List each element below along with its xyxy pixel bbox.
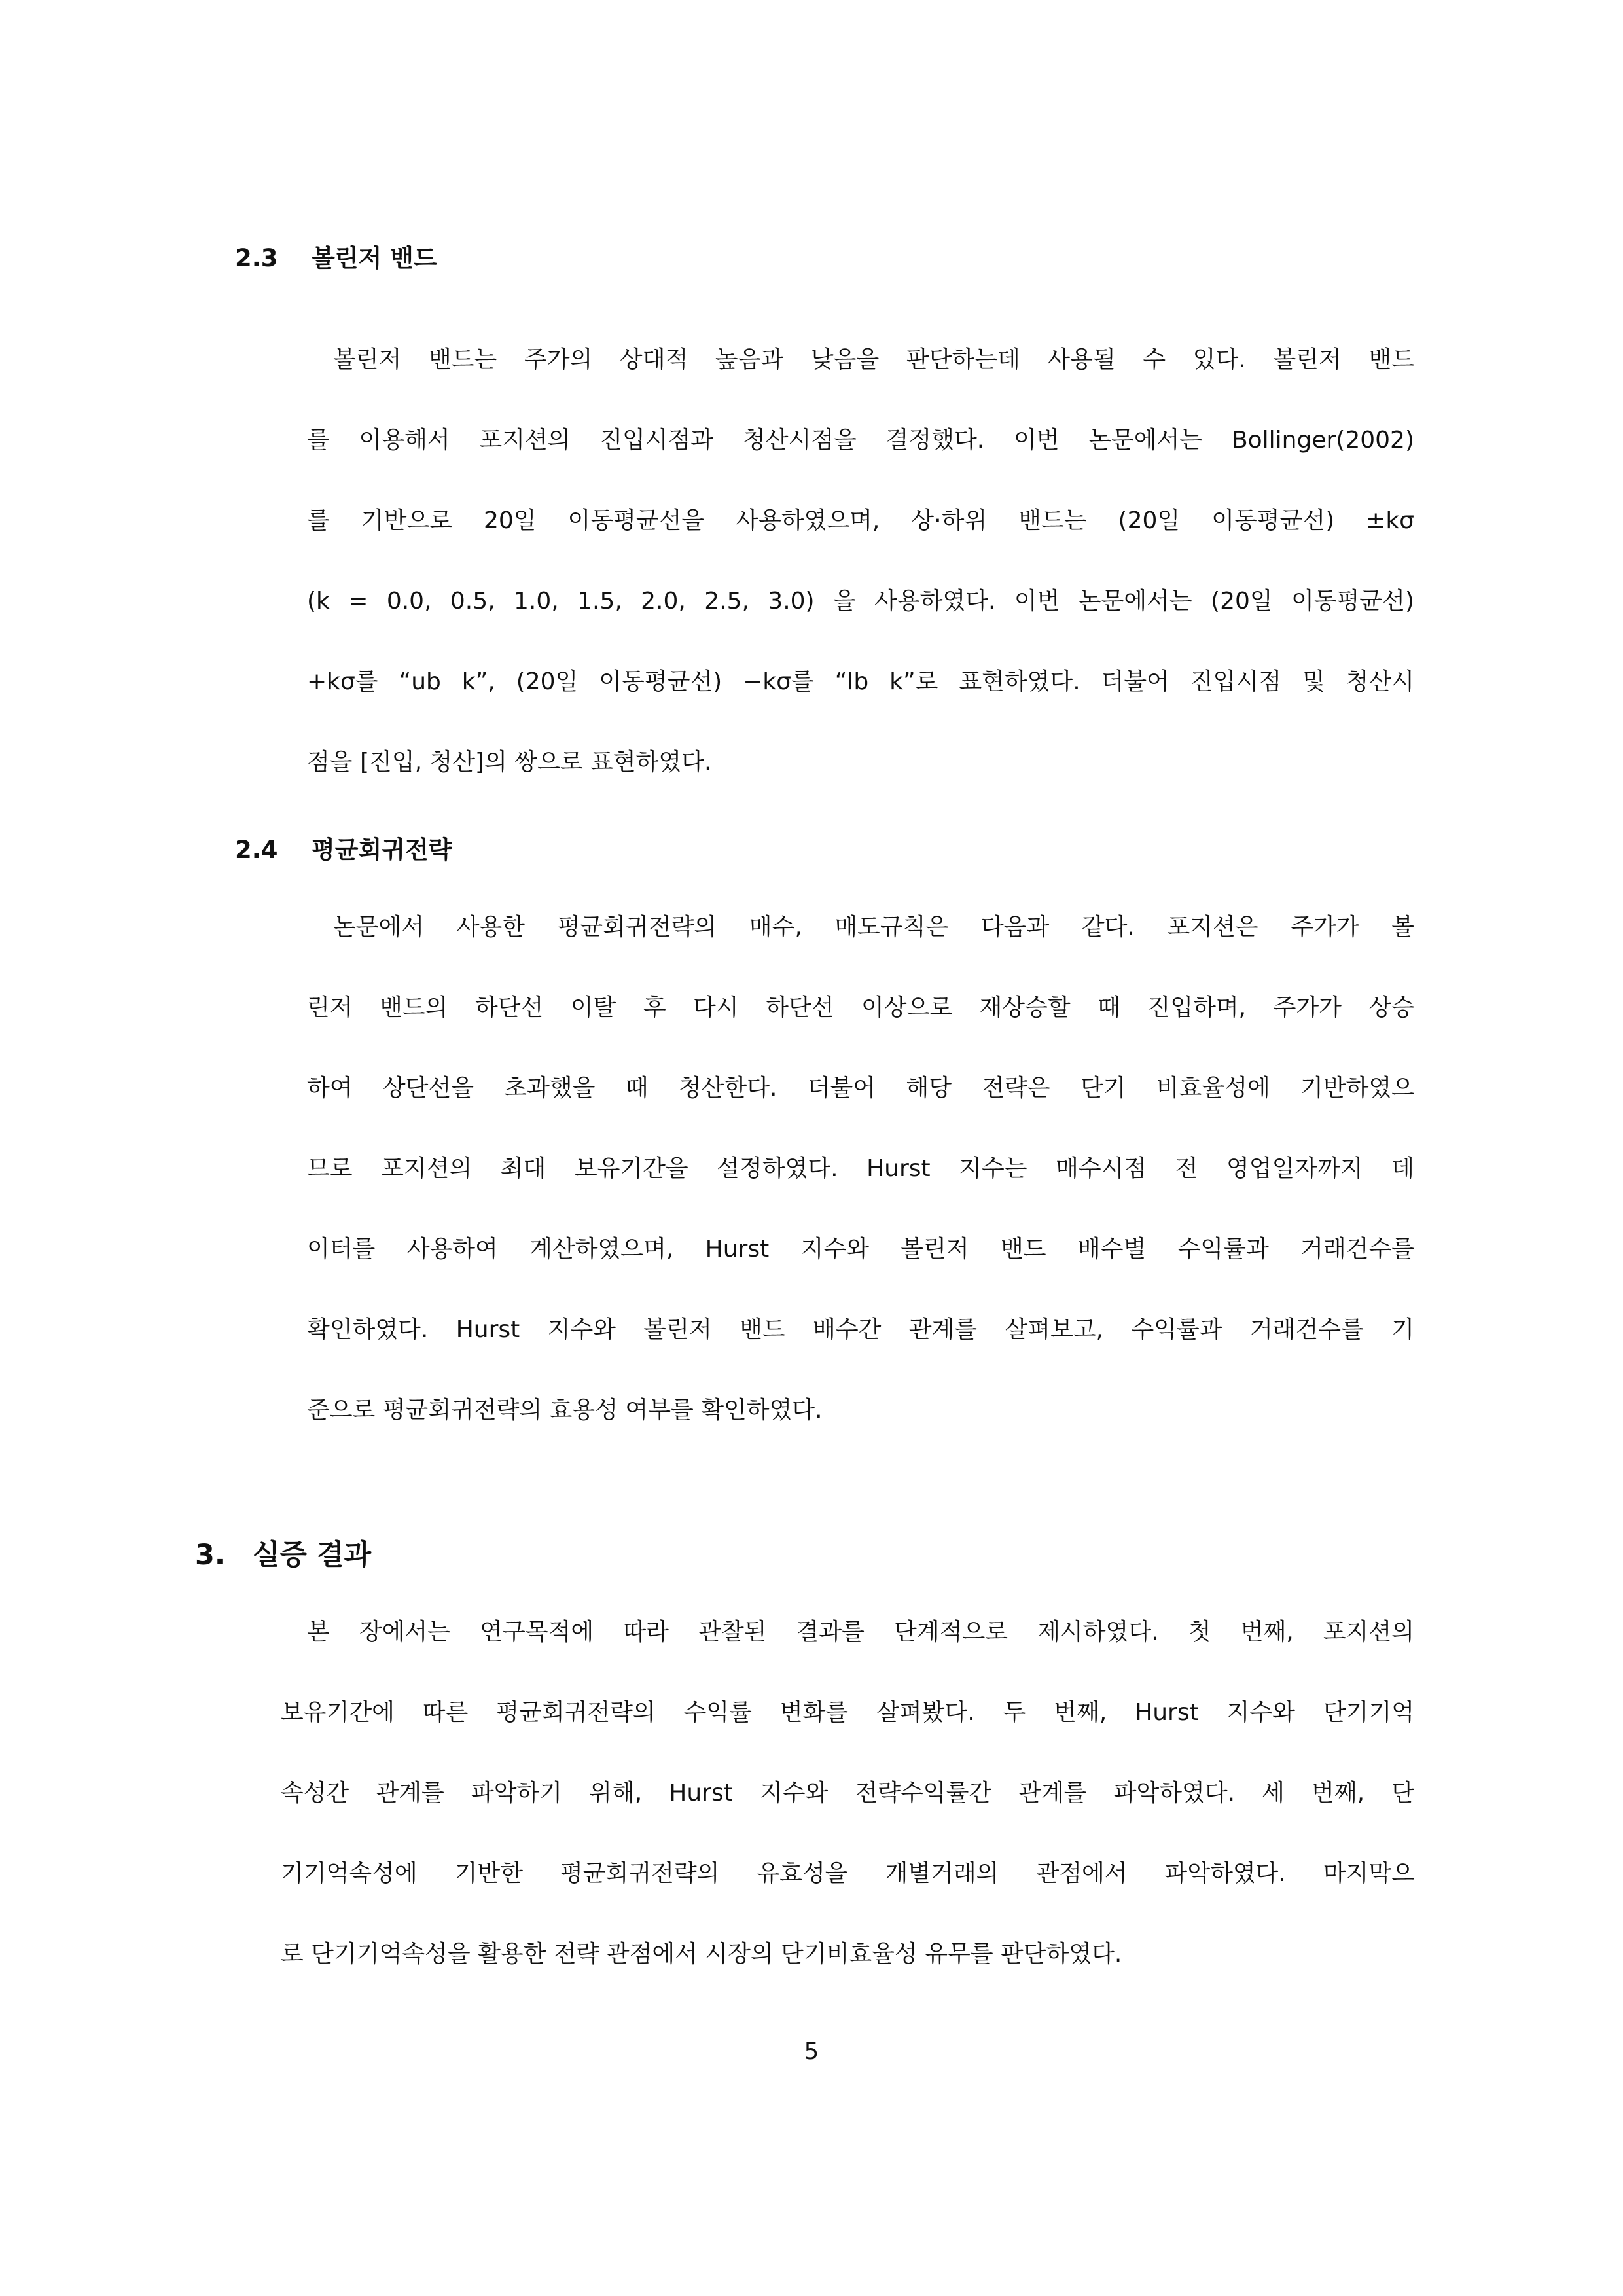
section-number: 2.4	[235, 836, 278, 864]
section-2-4-paragraph	[307, 887, 1414, 1450]
paragraph-line: 로 단기기억속성을 활용한 전략 관점에서 시장의 단기비효율성 유무를 판단하였다.	[281, 1941, 1122, 1967]
paragraph-line: 린저 밴드의 하단선 이탈 후 다시 하단선 이상으로 재상승할 때 진입하며, 주가가 상승	[307, 994, 1414, 1021]
paragraph-line: 논문에서 사용한 평균회귀전략의 매수, 매도규칙은 다음과 같다. 포지션은 주가가 볼	[333, 914, 1414, 941]
section-2-3-heading	[235, 242, 437, 275]
section-number: 2.3	[235, 244, 278, 272]
paragraph-line: 확인하였다. Hurst 지수와 볼린저 밴드 배수간 관계를 살펴보고, 수익률과 거래건수를 기	[307, 1316, 1414, 1343]
section-title: 볼린저 밴드	[312, 244, 437, 272]
section-title: 평균회귀전략	[312, 836, 452, 864]
paragraph-line: 준으로 평균회귀전략의 효용성 여부를 확인하였다.	[307, 1397, 823, 1424]
section-2-4-heading	[235, 834, 452, 867]
section-number: 3.	[195, 1539, 226, 1571]
paragraph-line: 를 기반으로 20일 이동평균선을 사용하였으며, 상·하위 밴드는 (20일 이동평균선) ±kσ	[307, 507, 1414, 534]
paragraph-line: 하여 상단선을 초과했을 때 청산한다. 더불어 해당 전략은 단기 비효율성에 기반하였으	[307, 1075, 1414, 1102]
paragraph-line: 기기억속성에 기반한 평균회귀전략의 유효성을 개별거래의 관점에서 파악하였다. 마지막으	[281, 1860, 1414, 1887]
paragraph-line: 점을 [진입, 청산]의 쌍으로 표현하였다.	[307, 749, 712, 776]
paragraph-line: 므로 포지션의 최대 보유기간을 설정하였다. Hurst 지수는 매수시점 전 영업일자까지 데	[307, 1155, 1414, 1182]
paragraph-line: +kσ를 “ub k”, (20일 이동평균선) −kσ를 “lb k”로 표현하였다. 더불어 진입시점 및 청산시	[307, 668, 1414, 695]
paragraph-line: 이터를 사용하여 계산하였으며, Hurst 지수와 볼린저 밴드 배수별 수익률과 거래건수를	[307, 1236, 1414, 1263]
paragraph-line: (k = 0.0, 0.5, 1.0, 1.5, 2.0, 2.5, 3.0) 을 사용하였다. 이번 논문에서는 (20일 이동평균선)	[307, 588, 1414, 615]
paragraph-line: 본 장에서는 연구목적에 따라 관찰된 결과를 단계적으로 제시하였다. 첫 번째, 포지션의	[307, 1619, 1414, 1645]
section-3-paragraph	[281, 1592, 1414, 1994]
paragraph-line: 보유기간에 따른 평균회귀전략의 수익률 변화를 살펴봤다. 두 번째, Hurst 지수와 단기기억	[281, 1699, 1414, 1726]
page-number: 5	[804, 2038, 819, 2065]
paragraph-line: 를 이용해서 포지션의 진입시점과 청산시점을 결정했다. 이번 논문에서는 Bollinger(2002)	[307, 427, 1414, 454]
section-title: 실증 결과	[253, 1539, 372, 1571]
section-2-3-paragraph	[307, 319, 1414, 802]
paragraph-line: 속성간 관계를 파악하기 위해, Hurst 지수와 전략수익률간 관계를 파악하였다. 세 번째, 단	[281, 1780, 1414, 1806]
paragraph-line: 볼린저 밴드는 주가의 상대적 높음과 낮음을 판단하는데 사용될 수 있다. 볼린저 밴드	[333, 346, 1414, 373]
section-3-heading	[195, 1537, 372, 1573]
